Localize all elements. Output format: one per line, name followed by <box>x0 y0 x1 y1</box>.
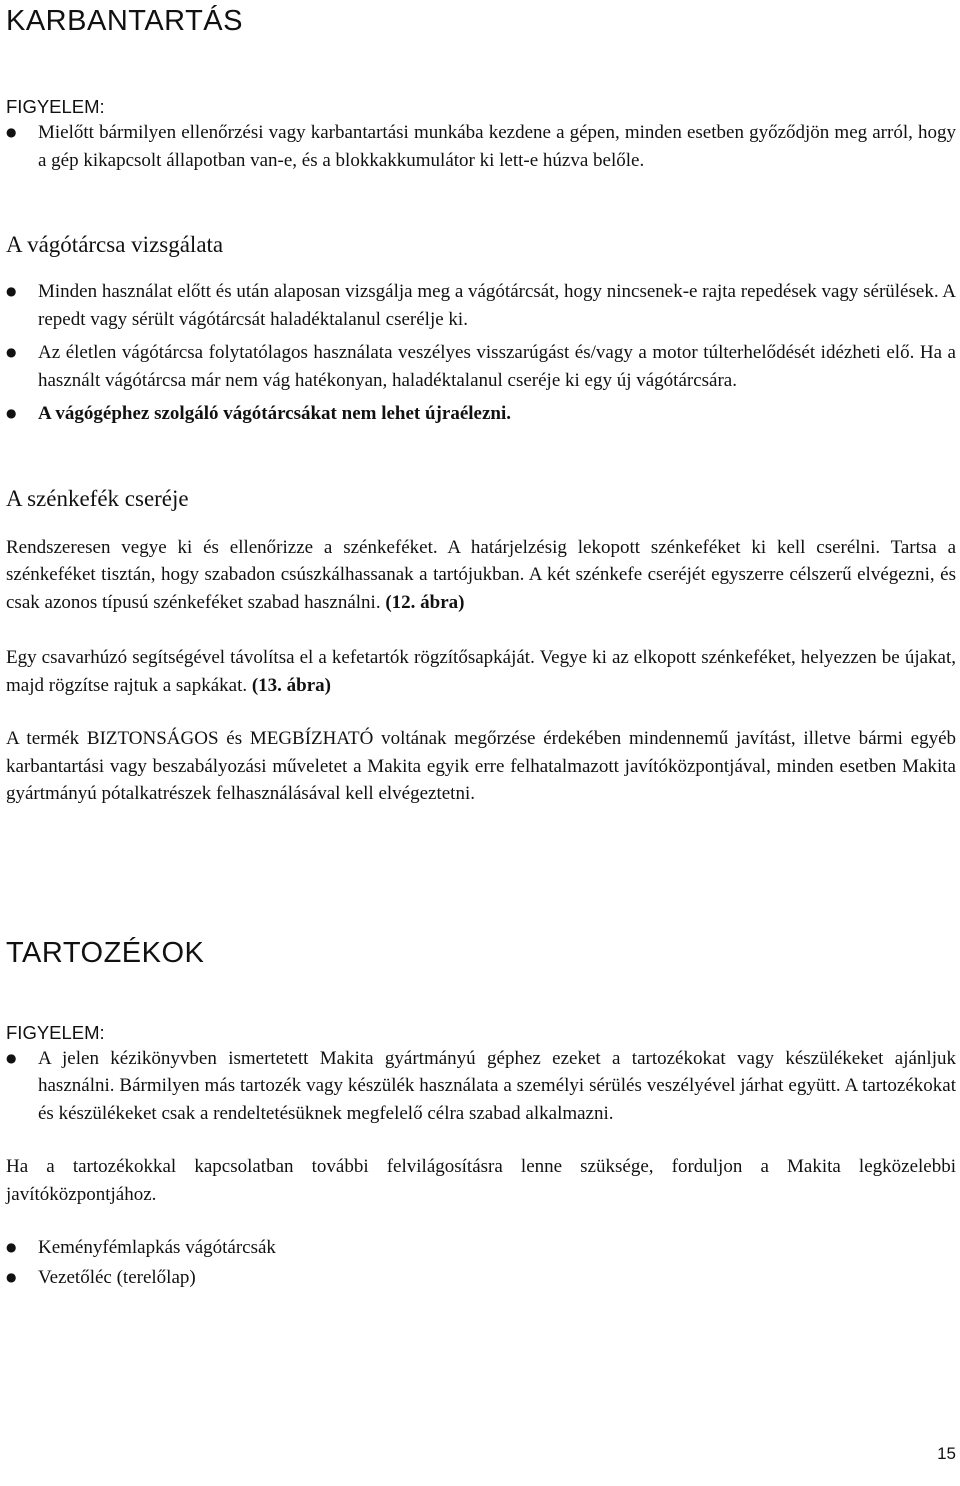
manual-page <box>6 0 956 1291</box>
bullet-icon: ● <box>6 345 17 359</box>
accessories-info-paragraph: Ha a tartozékokkal kapcsolatban további felvilágosításra lenne szüksége, forduljon a Makita legközelebbi javítóközpontjához. <box>6 1156 956 1205</box>
bullet-icon: ● <box>6 1050 17 1065</box>
list-item: ● Vezetőléc (terelőlap) <box>6 1264 956 1292</box>
maintenance-title: KARBANTARTÁS <box>6 5 243 37</box>
brush-paragraph-1: Rendszeresen vegye ki és ellenőrizze a szénkeféket. A határjelzésig lekopott szénkeféket ki kell cserélni. Tartsa a szénkeféket tisztán, hogy szabadon csúszkálhassanak a tartójukban. A két szénkefe cseréjét egyszerre célszerű elvégezni, és csak azonos típusú szénkeféket szabad használni. (12. ábra) <box>6 536 956 613</box>
maintenance-warning-list <box>6 119 956 174</box>
list-item: ● Minden használat előtt és után alaposan vizsgálja meg a vágótárcsát, hogy nincsenek-e rajta repedések vagy sérülések. A repedt vagy sérült vágótárcsát haladéktalanul cserélje ki. <box>6 278 956 333</box>
figure-reference: (12. ábra) <box>385 591 465 613</box>
page-number: 15 <box>937 1444 956 1463</box>
bullet-icon: ● <box>6 1240 17 1254</box>
list-item: ● A jelen kézikönyvben ismertetett Makita gyártmányú géphez ezeket a tartozékokat vagy készülékeket ajánljuk használni. Bármilyen más tartozék vagy készülék használata a személyi sérülés veszélyével járhat együtt. A tartozékokat és készülékeket csak a rendeltetésüknek megfelelő célra szabad alkalmazni. <box>6 1045 956 1128</box>
bullet-icon: ● <box>6 284 17 298</box>
accessories-title: TARTOZÉKOK <box>6 936 205 969</box>
figure-reference: (13. ábra) <box>251 674 332 696</box>
safety-paragraph: A termék BIZTONSÁGOS és MEGBÍZHATÓ voltának megőrzése érdekében mindennemű javítást, illetve bármi egyéb karbantartási vagy beszabályozási műveletet a Makita egyik erre felhatalmazott javítóközpontjával, minden esetben Makita gyártmányú pótalkatrészek felhasználásával kell elvégeztetni. <box>6 728 956 804</box>
accessories-list <box>6 1234 956 1291</box>
brush-replacement-heading: A szénkefék cseréje <box>6 485 189 511</box>
bullet-icon: ● <box>6 406 17 420</box>
maintenance-warning-label: FIGYELEM: <box>6 96 105 117</box>
list-item: ● A vágógéphez szolgáló vágótárcsákat nem lehet újraélezni. <box>6 400 956 428</box>
blade-inspection-list <box>6 278 956 428</box>
list-item: ● Az életlen vágótárcsa folytatólagos használata veszélyes visszarúgást és/vagy a motor túlterhelődését idézheti elő. Ha a használt vágótárcsa már nem vág hatékonyan, haladéktalanul cseréje ki egy új vágótárcsára. <box>6 339 956 394</box>
accessories-warning-list <box>6 1045 956 1128</box>
list-item: ● Keményfémlapkás vágótárcsák <box>6 1234 956 1262</box>
bullet-icon: ● <box>6 125 17 139</box>
blade-inspection-heading: A vágótárcsa vizsgálata <box>6 232 224 257</box>
accessories-warning-label: FIGYELEM: <box>6 1021 105 1043</box>
bullet-icon: ● <box>6 1269 17 1284</box>
brush-paragraph-2: Egy csavarhúzó segítségével távolítsa el a kefetartók rögzítősapkáját. Vegye ki az elkopott szénkeféket, helyezzen be újakat, majd rögzítse rajtuk a sapkákat. (13. ábra) <box>6 647 956 696</box>
list-item: ● Mielőtt bármilyen ellenőrzési vagy karbantartási munkába kezdene a gépen, minden esetben győződjön meg arról, hogy a gép kikapcsolt állapotban van-e, és a blokkakkumulátor ki lett-e húzva belőle. <box>6 119 956 174</box>
